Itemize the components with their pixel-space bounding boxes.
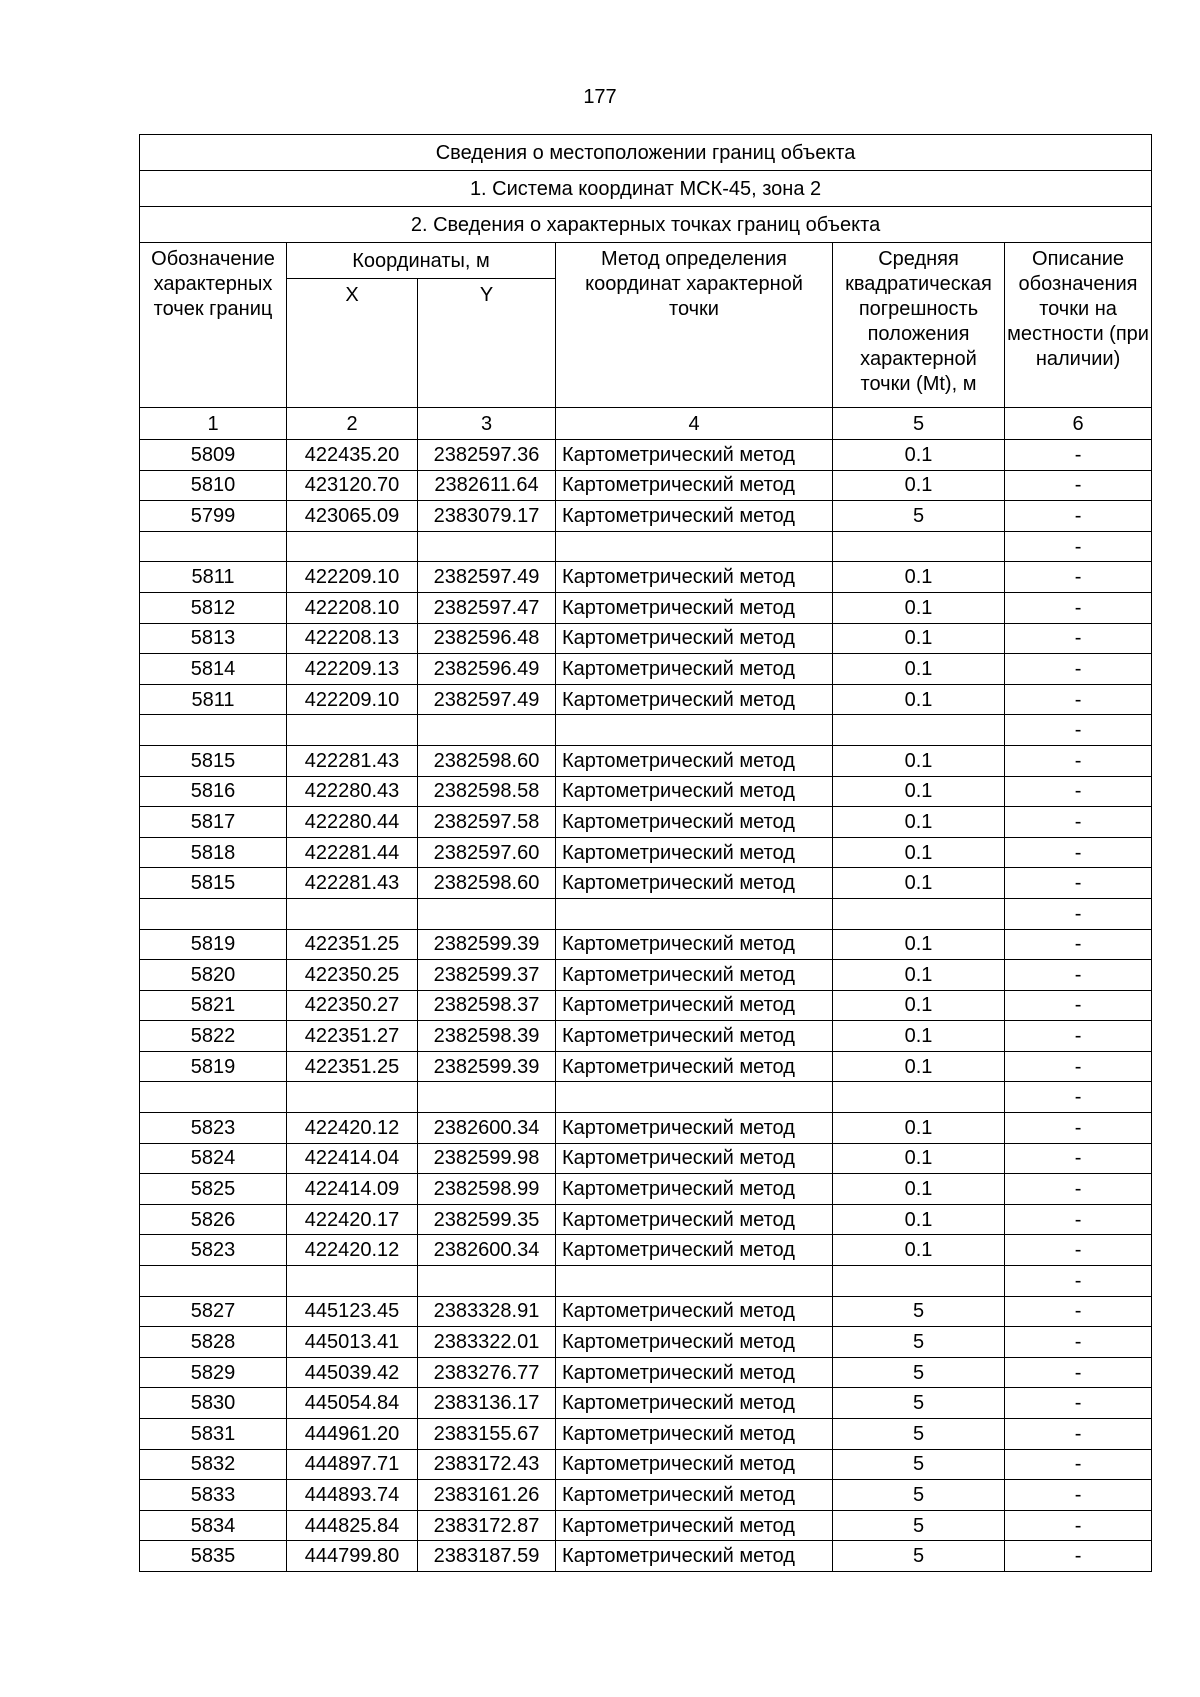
point-designation: 5819 (140, 929, 287, 960)
coord-y: 2382599.39 (418, 1051, 556, 1082)
table-row (140, 1082, 1152, 1113)
coord-y: 2382598.58 (418, 776, 556, 807)
coord-x: 422209.10 (287, 562, 418, 593)
method-cell: Картометрический метод (556, 990, 833, 1021)
method-cell: Картометрический метод (556, 1021, 833, 1052)
point-designation: 5823 (140, 1235, 287, 1266)
coord-y (418, 715, 556, 746)
description-cell: - (1005, 470, 1152, 501)
coord-y: 2382599.35 (418, 1204, 556, 1235)
coord-y: 2382597.36 (418, 440, 556, 471)
point-designation: 5823 (140, 1113, 287, 1144)
coord-x: 445054.84 (287, 1388, 418, 1419)
table-row (140, 776, 1152, 807)
table-row (140, 654, 1152, 685)
coord-x: 445013.41 (287, 1327, 418, 1358)
coord-x: 445123.45 (287, 1296, 418, 1327)
coord-y (418, 898, 556, 929)
table-row (140, 1266, 1152, 1297)
coord-y: 2382598.60 (418, 868, 556, 899)
method-cell: Картометрический метод (556, 929, 833, 960)
point-designation: 5822 (140, 1021, 287, 1052)
error-cell: 0.1 (833, 470, 1005, 501)
coord-x: 422350.25 (287, 960, 418, 991)
description-cell: - (1005, 1204, 1152, 1235)
coord-x: 422351.25 (287, 929, 418, 960)
coord-x (287, 1082, 418, 1113)
coord-x: 422209.13 (287, 654, 418, 685)
column-number: 2 (287, 408, 418, 440)
method-cell: Картометрический метод (556, 1510, 833, 1541)
coord-x: 423120.70 (287, 470, 418, 501)
point-designation: 5827 (140, 1296, 287, 1327)
header-coordinates: Координаты, м (287, 243, 556, 279)
method-cell: Картометрический метод (556, 1113, 833, 1144)
method-cell: Картометрический метод (556, 470, 833, 501)
table-row (140, 592, 1152, 623)
table-row (140, 1143, 1152, 1174)
point-designation: 5813 (140, 623, 287, 654)
point-designation: 5829 (140, 1357, 287, 1388)
point-designation: 5809 (140, 440, 287, 471)
point-designation (140, 531, 287, 562)
description-cell: - (1005, 1113, 1152, 1144)
table-row (140, 807, 1152, 838)
header-method: Метод определения координат характерной точки (556, 243, 833, 408)
method-cell: Картометрический метод (556, 1174, 833, 1205)
table-row (140, 1449, 1152, 1480)
point-designation: 5835 (140, 1541, 287, 1572)
table-row (140, 1296, 1152, 1327)
table-row (140, 929, 1152, 960)
coord-x (287, 898, 418, 929)
coord-y: 2383322.01 (418, 1327, 556, 1358)
coord-y (418, 1082, 556, 1113)
table-row (140, 1510, 1152, 1541)
error-cell: 0.1 (833, 1204, 1005, 1235)
coord-y: 2383172.43 (418, 1449, 556, 1480)
coord-x: 444893.74 (287, 1480, 418, 1511)
method-cell: Картометрический метод (556, 960, 833, 991)
error-cell (833, 715, 1005, 746)
coord-x: 422208.13 (287, 623, 418, 654)
coord-y (418, 1266, 556, 1297)
coord-x: 444961.20 (287, 1419, 418, 1450)
point-designation: 5814 (140, 654, 287, 685)
coord-y: 2382596.49 (418, 654, 556, 685)
coord-x: 422414.04 (287, 1143, 418, 1174)
description-cell: - (1005, 1021, 1152, 1052)
error-cell: 0.1 (833, 684, 1005, 715)
coord-x: 422420.12 (287, 1113, 418, 1144)
coord-y: 2382600.34 (418, 1113, 556, 1144)
error-cell: 5 (833, 1357, 1005, 1388)
header-description: Описание обозначения точки на местности (при наличии) (1005, 243, 1152, 408)
section-title: 2. Сведения о характерных точках границ объекта (140, 207, 1152, 243)
method-cell: Картометрический метод (556, 1235, 833, 1266)
header-y: Y (418, 279, 556, 408)
table-row (140, 1174, 1152, 1205)
page-number: 177 (583, 86, 617, 108)
description-cell: - (1005, 684, 1152, 715)
description-cell: - (1005, 776, 1152, 807)
method-cell: Картометрический метод (556, 623, 833, 654)
table-row (140, 623, 1152, 654)
method-cell (556, 531, 833, 562)
coord-x: 422281.43 (287, 868, 418, 899)
method-cell: Картометрический метод (556, 807, 833, 838)
description-cell: - (1005, 1357, 1152, 1388)
header-designation: Обозначение характерных точек границ (140, 243, 287, 408)
coord-y: 2383155.67 (418, 1419, 556, 1450)
description-cell: - (1005, 654, 1152, 685)
point-designation: 5830 (140, 1388, 287, 1419)
method-cell (556, 715, 833, 746)
error-cell: 0.1 (833, 868, 1005, 899)
error-cell: 0.1 (833, 776, 1005, 807)
description-cell: - (1005, 1143, 1152, 1174)
description-cell: - (1005, 562, 1152, 593)
coord-y: 2383161.26 (418, 1480, 556, 1511)
description-cell: - (1005, 1388, 1152, 1419)
description-cell: - (1005, 929, 1152, 960)
description-cell: - (1005, 1419, 1152, 1450)
description-cell: - (1005, 1174, 1152, 1205)
column-number: 1 (140, 408, 287, 440)
method-cell (556, 1266, 833, 1297)
description-cell: - (1005, 1541, 1152, 1572)
table-title: Сведения о местоположении границ объекта (140, 135, 1152, 171)
point-designation: 5834 (140, 1510, 287, 1541)
description-cell: - (1005, 440, 1152, 471)
table-row (140, 1327, 1152, 1358)
table-row (140, 868, 1152, 899)
method-cell: Картометрический метод (556, 1388, 833, 1419)
point-designation: 5810 (140, 470, 287, 501)
method-cell: Картометрический метод (556, 1204, 833, 1235)
coord-y: 2382599.37 (418, 960, 556, 991)
coord-y: 2383328.91 (418, 1296, 556, 1327)
error-cell: 0.1 (833, 1021, 1005, 1052)
coord-x (287, 715, 418, 746)
table-row (140, 745, 1152, 776)
coord-x: 444897.71 (287, 1449, 418, 1480)
method-cell: Картометрический метод (556, 776, 833, 807)
description-cell: - (1005, 837, 1152, 868)
coord-y: 2382597.49 (418, 562, 556, 593)
method-cell: Картометрический метод (556, 501, 833, 532)
description-cell: - (1005, 1480, 1152, 1511)
coord-y: 2383276.77 (418, 1357, 556, 1388)
method-cell: Картометрический метод (556, 440, 833, 471)
error-cell: 5 (833, 501, 1005, 532)
boundary-points-table (139, 134, 1152, 1572)
column-number-row (140, 408, 1152, 440)
error-cell: 0.1 (833, 1051, 1005, 1082)
table-row (140, 470, 1152, 501)
error-cell: 0.1 (833, 440, 1005, 471)
error-cell: 0.1 (833, 1143, 1005, 1174)
table-row (140, 684, 1152, 715)
table-row (140, 1021, 1152, 1052)
method-cell: Картометрический метод (556, 1143, 833, 1174)
error-cell (833, 898, 1005, 929)
coord-x: 422420.12 (287, 1235, 418, 1266)
point-designation: 5821 (140, 990, 287, 1021)
column-number: 4 (556, 408, 833, 440)
coord-y: 2382597.47 (418, 592, 556, 623)
method-cell: Картометрический метод (556, 868, 833, 899)
method-cell: Картометрический метод (556, 1327, 833, 1358)
coord-y: 2382598.60 (418, 745, 556, 776)
description-cell: - (1005, 501, 1152, 532)
description-cell: - (1005, 623, 1152, 654)
description-cell: - (1005, 592, 1152, 623)
error-cell: 0.1 (833, 837, 1005, 868)
table-row (140, 1235, 1152, 1266)
description-cell: - (1005, 1235, 1152, 1266)
coord-y (418, 531, 556, 562)
coord-x: 422351.25 (287, 1051, 418, 1082)
method-cell: Картометрический метод (556, 1449, 833, 1480)
point-designation: 5811 (140, 562, 287, 593)
method-cell: Картометрический метод (556, 654, 833, 685)
header-x: X (287, 279, 418, 408)
method-cell: Картометрический метод (556, 745, 833, 776)
coord-x: 423065.09 (287, 501, 418, 532)
point-designation: 5818 (140, 837, 287, 868)
coord-x: 422281.44 (287, 837, 418, 868)
point-designation: 5811 (140, 684, 287, 715)
method-cell: Картометрический метод (556, 1357, 833, 1388)
table-row (140, 1388, 1152, 1419)
table-row (140, 960, 1152, 991)
method-cell: Картометрический метод (556, 837, 833, 868)
table-row (140, 1357, 1152, 1388)
method-cell (556, 1082, 833, 1113)
error-cell (833, 1082, 1005, 1113)
coord-x: 422280.44 (287, 807, 418, 838)
point-designation: 5828 (140, 1327, 287, 1358)
method-cell: Картометрический метод (556, 1419, 833, 1450)
method-cell: Картометрический метод (556, 592, 833, 623)
table-row (140, 715, 1152, 746)
table-row (140, 1204, 1152, 1235)
coord-x: 422435.20 (287, 440, 418, 471)
method-cell (556, 898, 833, 929)
description-cell: - (1005, 715, 1152, 746)
point-designation: 5812 (140, 592, 287, 623)
table-row (140, 501, 1152, 532)
coord-y: 2382598.37 (418, 990, 556, 1021)
error-cell: 0.1 (833, 562, 1005, 593)
description-cell: - (1005, 531, 1152, 562)
coord-x: 444825.84 (287, 1510, 418, 1541)
description-cell: - (1005, 1051, 1152, 1082)
coordinate-system: 1. Система координат МСК-45, зона 2 (140, 171, 1152, 207)
error-cell: 0.1 (833, 745, 1005, 776)
table-row (140, 1541, 1152, 1572)
point-designation: 5819 (140, 1051, 287, 1082)
point-designation (140, 898, 287, 929)
coord-y: 2382596.48 (418, 623, 556, 654)
method-cell: Картометрический метод (556, 684, 833, 715)
table-row (140, 1480, 1152, 1511)
table-row (140, 898, 1152, 929)
point-designation: 5826 (140, 1204, 287, 1235)
error-cell: 5 (833, 1541, 1005, 1572)
coord-x: 422208.10 (287, 592, 418, 623)
method-cell: Картометрический метод (556, 1480, 833, 1511)
error-cell: 0.1 (833, 929, 1005, 960)
description-cell: - (1005, 807, 1152, 838)
description-cell: - (1005, 745, 1152, 776)
error-cell: 0.1 (833, 960, 1005, 991)
column-number: 3 (418, 408, 556, 440)
coord-y: 2382598.39 (418, 1021, 556, 1052)
point-designation: 5831 (140, 1419, 287, 1450)
coord-x: 422209.10 (287, 684, 418, 715)
point-designation: 5833 (140, 1480, 287, 1511)
coord-x: 422350.27 (287, 990, 418, 1021)
error-cell: 0.1 (833, 592, 1005, 623)
coord-y: 2383079.17 (418, 501, 556, 532)
error-cell: 5 (833, 1449, 1005, 1480)
coord-x (287, 1266, 418, 1297)
table-row (140, 1419, 1152, 1450)
coord-y: 2383136.17 (418, 1388, 556, 1419)
error-cell: 5 (833, 1296, 1005, 1327)
coord-y: 2382599.98 (418, 1143, 556, 1174)
table-row (140, 531, 1152, 562)
description-cell: - (1005, 898, 1152, 929)
point-designation: 5820 (140, 960, 287, 991)
coord-y: 2382598.99 (418, 1174, 556, 1205)
point-designation (140, 1266, 287, 1297)
coord-x: 445039.42 (287, 1357, 418, 1388)
method-cell: Картометрический метод (556, 1051, 833, 1082)
coord-x: 422414.09 (287, 1174, 418, 1205)
table-row (140, 990, 1152, 1021)
point-designation (140, 715, 287, 746)
error-cell: 5 (833, 1510, 1005, 1541)
error-cell: 0.1 (833, 1174, 1005, 1205)
description-cell: - (1005, 1296, 1152, 1327)
error-cell: 5 (833, 1419, 1005, 1450)
coord-x: 422280.43 (287, 776, 418, 807)
point-designation: 5815 (140, 745, 287, 776)
table-row (140, 837, 1152, 868)
description-cell: - (1005, 960, 1152, 991)
description-cell: - (1005, 1510, 1152, 1541)
point-designation: 5825 (140, 1174, 287, 1205)
error-cell (833, 1266, 1005, 1297)
point-designation: 5817 (140, 807, 287, 838)
description-cell: - (1005, 1327, 1152, 1358)
method-cell: Картометрический метод (556, 1541, 833, 1572)
table-row (140, 1051, 1152, 1082)
point-designation: 5832 (140, 1449, 287, 1480)
coord-y: 2382599.39 (418, 929, 556, 960)
error-cell: 0.1 (833, 807, 1005, 838)
error-cell: 5 (833, 1480, 1005, 1511)
coord-y: 2382597.58 (418, 807, 556, 838)
coord-y: 2382611.64 (418, 470, 556, 501)
method-cell: Картометрический метод (556, 562, 833, 593)
column-number: 6 (1005, 408, 1152, 440)
point-designation: 5824 (140, 1143, 287, 1174)
error-cell: 0.1 (833, 1235, 1005, 1266)
column-number: 5 (833, 408, 1005, 440)
coord-x: 422420.17 (287, 1204, 418, 1235)
coord-y: 2382600.34 (418, 1235, 556, 1266)
header-error: Средняя квадратическая погрешность положения характерной точки (Mt), м (833, 243, 1005, 408)
coord-y: 2382597.60 (418, 837, 556, 868)
description-cell: - (1005, 1449, 1152, 1480)
coord-x: 422351.27 (287, 1021, 418, 1052)
description-cell: - (1005, 1082, 1152, 1113)
error-cell (833, 531, 1005, 562)
coord-x (287, 531, 418, 562)
point-designation: 5815 (140, 868, 287, 899)
method-cell: Картометрический метод (556, 1296, 833, 1327)
table-row (140, 440, 1152, 471)
description-cell: - (1005, 868, 1152, 899)
description-cell: - (1005, 990, 1152, 1021)
point-designation: 5799 (140, 501, 287, 532)
point-designation (140, 1082, 287, 1113)
coord-y: 2383172.87 (418, 1510, 556, 1541)
description-cell: - (1005, 1266, 1152, 1297)
error-cell: 0.1 (833, 990, 1005, 1021)
error-cell: 0.1 (833, 1113, 1005, 1144)
table-row (140, 562, 1152, 593)
coord-y: 2383187.59 (418, 1541, 556, 1572)
error-cell: 5 (833, 1388, 1005, 1419)
error-cell: 5 (833, 1327, 1005, 1358)
error-cell: 0.1 (833, 654, 1005, 685)
coord-y: 2382597.49 (418, 684, 556, 715)
coord-x: 422281.43 (287, 745, 418, 776)
table-row (140, 1113, 1152, 1144)
error-cell: 0.1 (833, 623, 1005, 654)
point-designation: 5816 (140, 776, 287, 807)
coord-x: 444799.80 (287, 1541, 418, 1572)
